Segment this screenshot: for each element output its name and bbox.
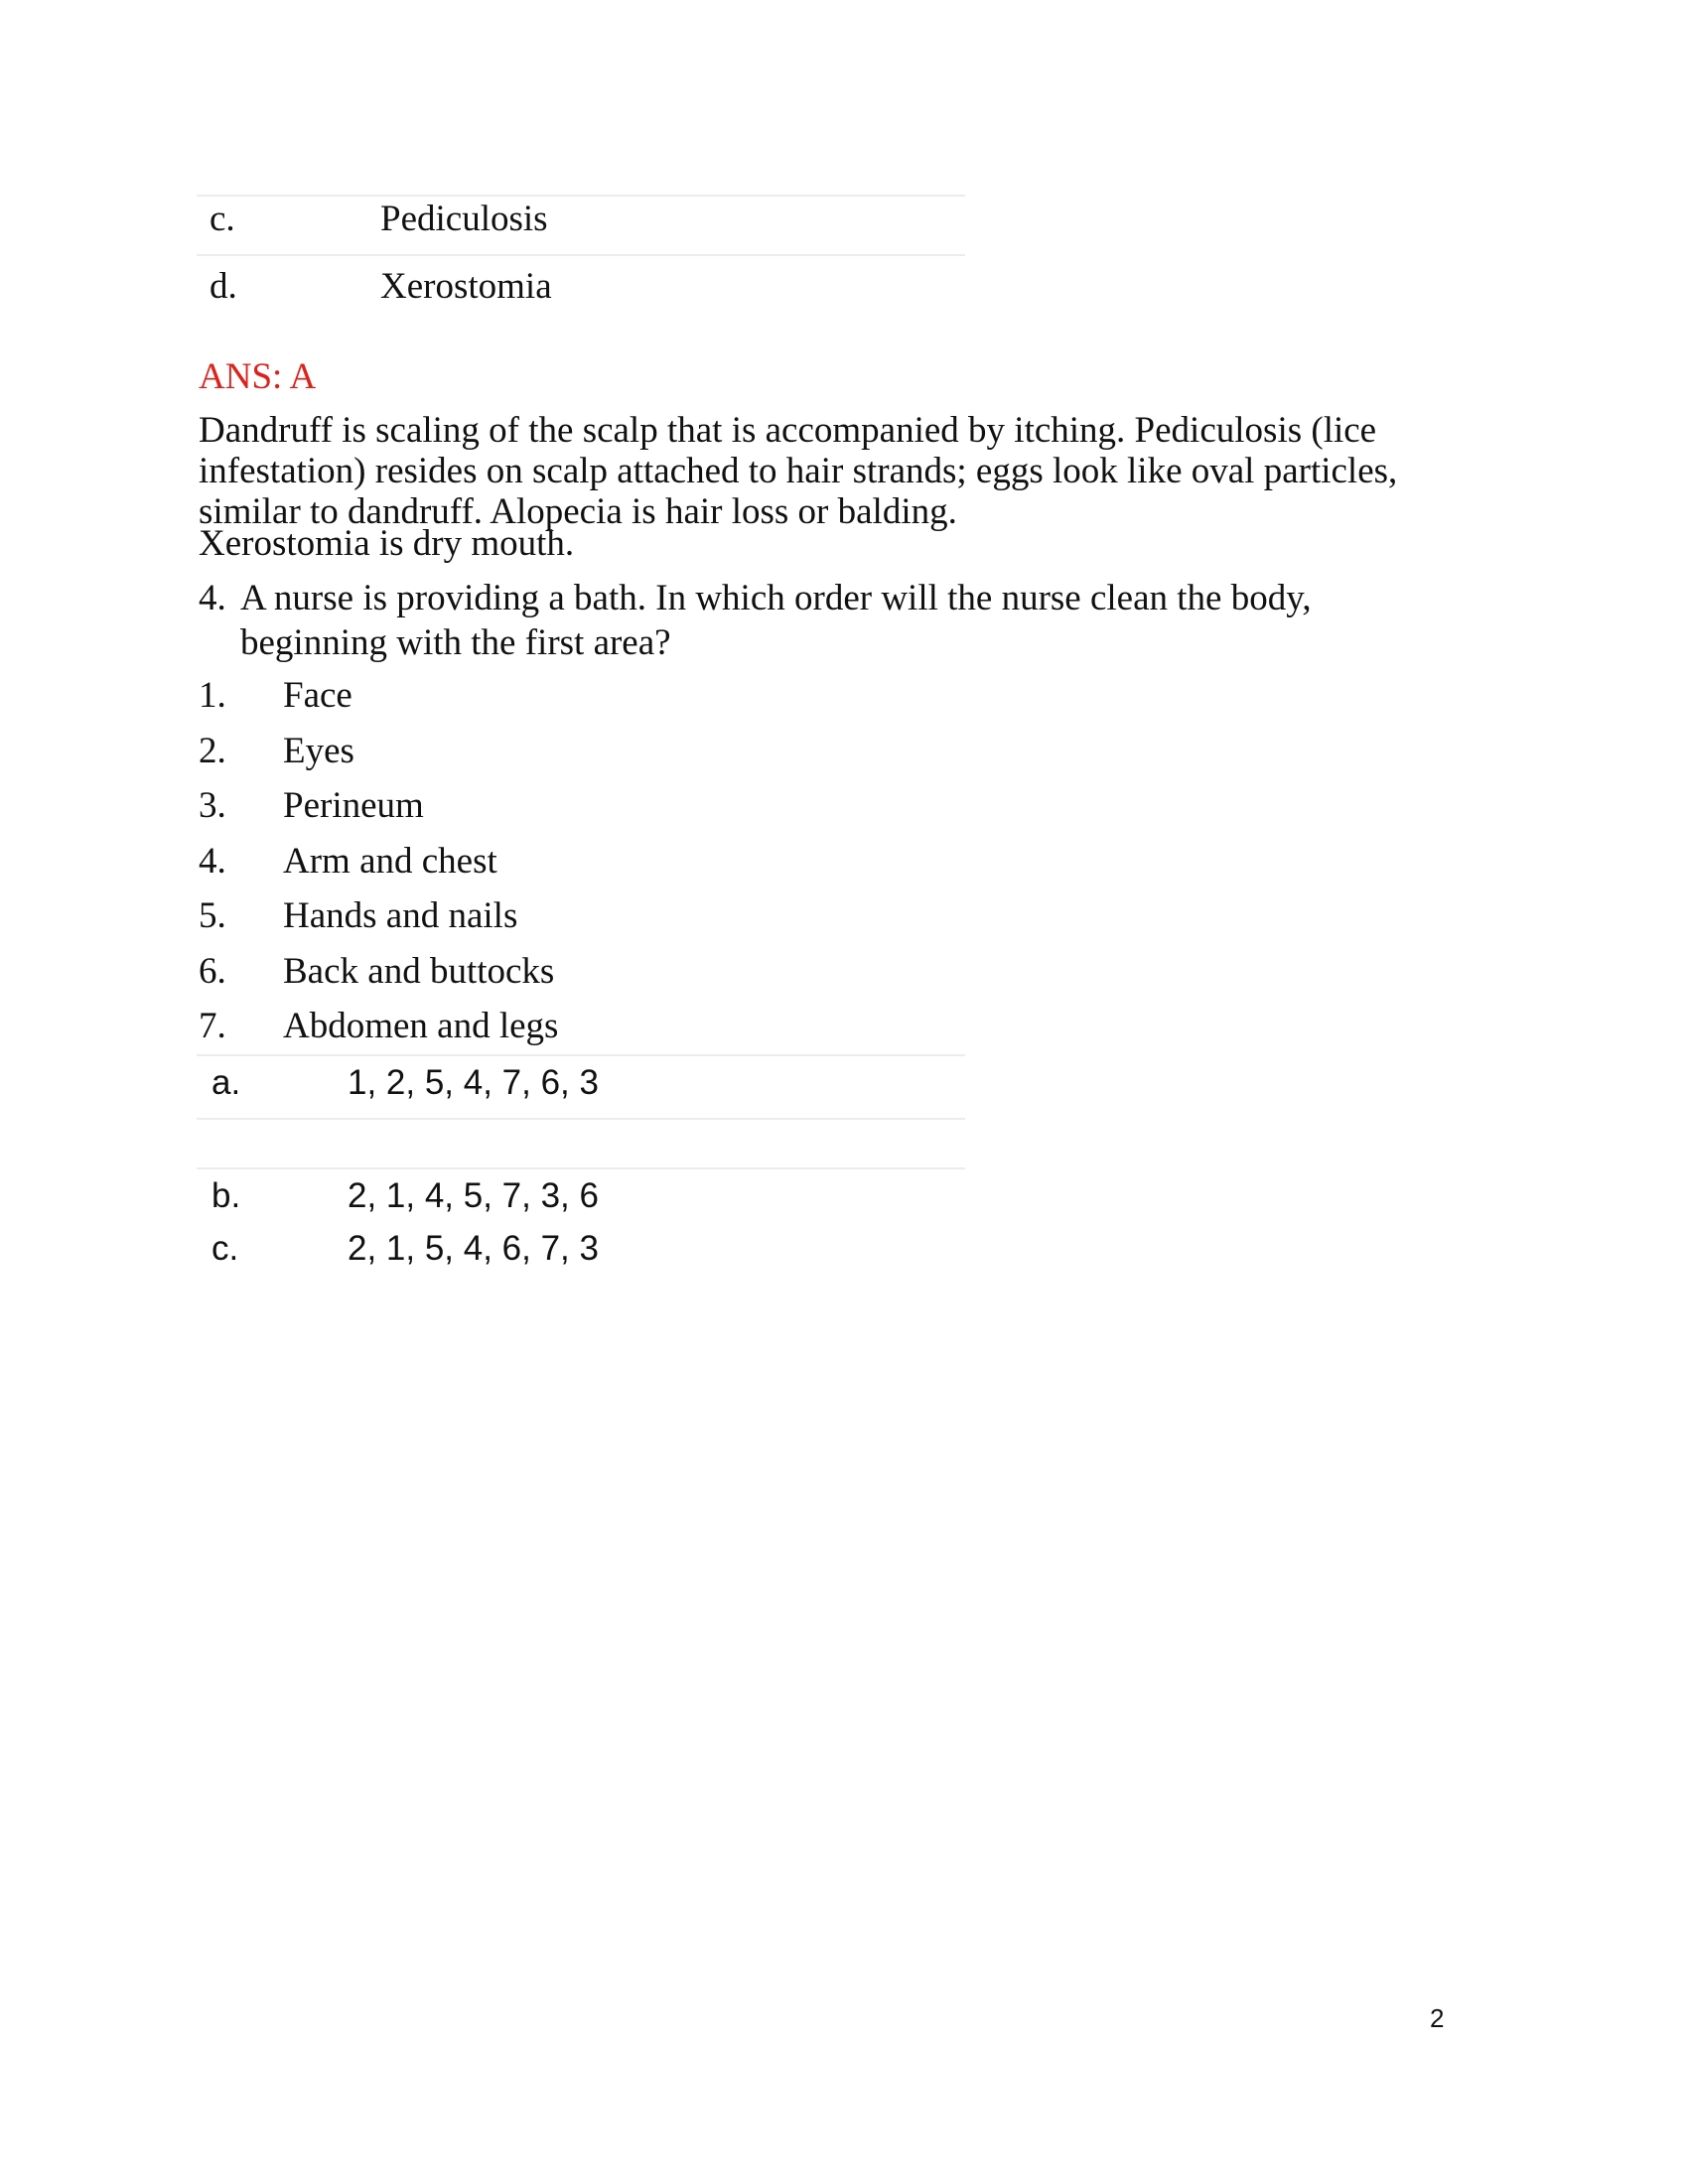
rationale-line: Xerostomia is dry mouth. [199, 523, 575, 564]
choice-letter-c: c. [211, 1229, 239, 1268]
rationale-line: similar to dandruff. Alopecia is hair loss or balding. [199, 491, 957, 532]
option-text-d: Xerostomia [380, 266, 552, 307]
page-number: 2 [1430, 2003, 1445, 2033]
choice-text-a: 1, 2, 5, 4, 7, 6, 3 [348, 1063, 599, 1102]
option-letter-c: c. [210, 199, 235, 239]
area-number: 4. [199, 841, 226, 882]
area-item: Hands and nails [283, 895, 518, 936]
area-number: 3. [199, 785, 226, 826]
table-border [197, 1167, 965, 1169]
choice-letter-b: b. [211, 1176, 241, 1215]
area-item: Perineum [283, 785, 424, 826]
area-item: Eyes [283, 731, 354, 771]
table-border [197, 254, 965, 256]
question-number: 4. [199, 578, 226, 618]
area-number: 5. [199, 895, 226, 936]
answer-key: ANS: A [199, 356, 317, 397]
area-number: 2. [199, 731, 226, 771]
area-item: Back and buttocks [283, 951, 555, 992]
area-item: Abdomen and legs [283, 1006, 559, 1046]
question-stem: beginning with the first area? [240, 622, 671, 663]
table-border-top [197, 195, 965, 197]
area-number: 7. [199, 1006, 226, 1046]
area-item: Arm and chest [283, 841, 497, 882]
rationale-line: Dandruff is scaling of the scalp that is accompanied by itching. Pediculosis (lice [199, 410, 1377, 451]
question-stem: A nurse is providing a bath. In which order will the nurse clean the body, [240, 578, 1312, 618]
option-letter-d: d. [210, 266, 237, 307]
area-number: 6. [199, 951, 226, 992]
choice-text-b: 2, 1, 4, 5, 7, 3, 6 [348, 1176, 599, 1215]
choice-letter-a: a. [211, 1063, 241, 1102]
rationale-line: infestation) resides on scalp attached to hair strands; eggs look like oval particles, [199, 451, 1398, 491]
table-border [197, 1054, 965, 1056]
area-number: 1. [199, 675, 226, 716]
option-text-c: Pediculosis [380, 199, 548, 239]
choice-text-c: 2, 1, 5, 4, 6, 7, 3 [348, 1229, 599, 1268]
area-item: Face [283, 675, 352, 716]
table-border [197, 1118, 965, 1120]
